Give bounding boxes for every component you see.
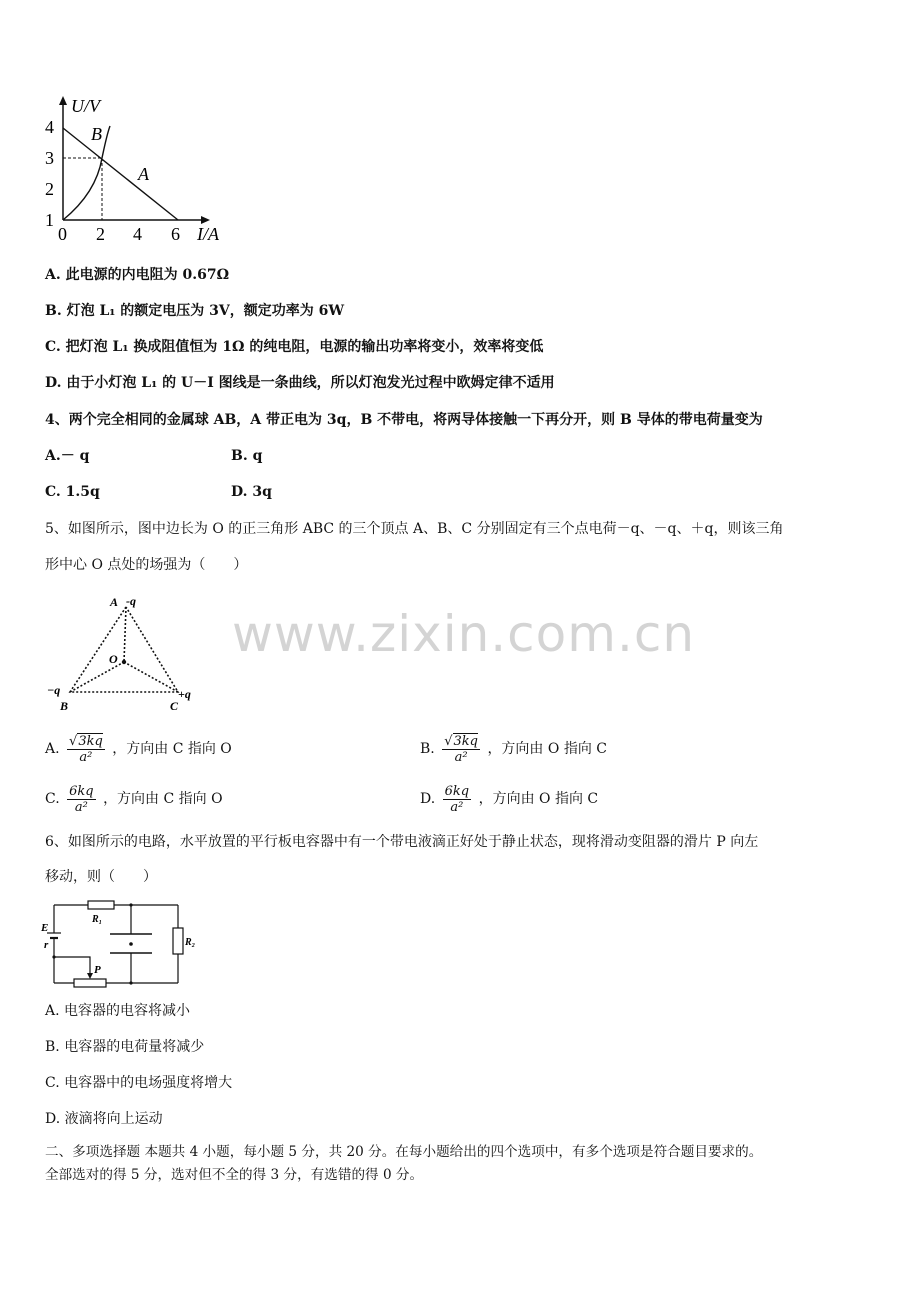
- q6-option-b: B. 电容器的电荷量将减少: [45, 1039, 205, 1055]
- rheostat: [74, 979, 106, 987]
- ui-graph: [40, 92, 240, 252]
- x-tick-2: 2: [96, 224, 105, 244]
- section2-line-2: 全部选对的得 5 分，选对但不全的得 3 分，有选错的得 0 分。: [45, 1167, 424, 1183]
- q5-c-denominator: a²: [74, 799, 88, 815]
- q4-option-b: B. q: [231, 448, 263, 464]
- q5-option-c: [45, 779, 223, 819]
- q3-option-b: B. 灯泡 L₁ 的额定电压为 3V，额定功率为 6W: [45, 303, 345, 319]
- y-label: U/V: [71, 96, 100, 116]
- slider-arrow: [87, 973, 93, 979]
- circuit-figure: [40, 895, 200, 995]
- q5-d-fraction: [443, 784, 471, 815]
- q4-option-c: C. 1.5q: [45, 484, 100, 500]
- q5-option-a: [45, 729, 232, 769]
- q6-option-c: C. 电容器中的电场强度将增大: [45, 1075, 233, 1091]
- median-a: [124, 607, 126, 662]
- center-o: [122, 660, 126, 664]
- q4-option-a: A.－ q: [45, 448, 90, 464]
- q5-b-fraction: $\frac{√3kq}{\text{a²}}$: [444, 733, 478, 765]
- x-axis-arrow: [201, 216, 210, 224]
- curve-b: [63, 126, 110, 220]
- q6-option-d: D. 液滴将向上运动: [45, 1111, 163, 1127]
- q5-option-d: [420, 779, 598, 819]
- line-a: [63, 128, 178, 220]
- q5-b-numerator: 3kq: [453, 733, 478, 749]
- q5-c-text: ，方向由 C 指向 O: [103, 791, 223, 807]
- q3-option-d: D. 由于小灯泡 L₁ 的 U－I 图线是一条曲线，所以灯泡发光过程中欧姆定律不适用: [45, 375, 555, 391]
- q6-option-a: A. 电容器的电容将减小: [45, 1003, 191, 1019]
- q6-stem-1: 6、如图所示的电路，水平放置的平行板电容器中有一个带电液滴正好处于静止状态，现将滑动变阻器的滑片 P 向左: [45, 834, 759, 850]
- resistor-r2: [173, 928, 183, 954]
- charge-c: +q: [178, 687, 191, 701]
- y-tick-4: 4: [45, 117, 54, 137]
- charge-b: −q: [47, 683, 61, 697]
- x-tick-4: 4: [133, 224, 142, 244]
- median-b: [70, 662, 124, 692]
- q5-c-numerator: 6kq: [69, 783, 94, 799]
- y-tick-2: 2: [45, 179, 54, 199]
- q5-d-prefix: D.: [420, 791, 436, 807]
- label-o: O: [109, 652, 118, 666]
- triangle-edges: [70, 607, 178, 692]
- label-r1: R₁: [92, 914, 103, 925]
- vertex-b: B: [60, 699, 69, 713]
- q5-a-prefix: A.: [45, 741, 60, 757]
- y-axis-arrow: [59, 96, 67, 105]
- y-tick-3: 3: [45, 148, 54, 168]
- label-p: P: [94, 964, 101, 976]
- q4-stem: 4、两个完全相同的金属球 AB，A 带正电为 3q，B 不带电，将两导体接触一下再分开，则 B 导体的带电荷量变为: [45, 412, 763, 428]
- q5-stem-2: 形中心 O 点处的场强为（ ）: [45, 557, 248, 573]
- watermark: www.zixin.com.cn: [232, 605, 696, 663]
- q5-option-b: [420, 729, 607, 769]
- curve-b-label: B: [91, 124, 102, 144]
- q5-d-denominator: a²: [450, 799, 464, 815]
- section2-line-1: 二、多项选择题 本题共 4 小题，每小题 5 分，共 20 分。在每小题给出的四个选项中，有多个选项是符合题目要求的。: [45, 1144, 763, 1160]
- q5-a-text: ，方向由 C 指向 O: [112, 741, 232, 757]
- x-label: I/A: [197, 224, 219, 244]
- q5-a-fraction: $\frac{√3kq}{\text{a²}}$: [69, 733, 103, 765]
- q5-c-fraction: [67, 784, 95, 815]
- q5-a-numerator: 3kq: [78, 733, 103, 749]
- label-r: r: [44, 939, 49, 951]
- x-tick-6: 6: [171, 224, 180, 244]
- q6-stem-2: 移动，则（ ）: [45, 869, 157, 885]
- triangle-figure: [44, 590, 214, 718]
- q3-option-a: A. 此电源的内电阻为 0.67Ω: [45, 267, 230, 283]
- q5-stem-1: 5、如图所示，图中边长为 O 的正三角形 ABC 的三个顶点 A、B、C 分别固定有三个点电荷－q、－q、＋q，则该三角: [45, 521, 784, 537]
- q5-a-denominator: a²: [79, 749, 93, 765]
- label-e: E: [41, 922, 49, 934]
- vertex-a: A: [110, 595, 119, 609]
- slider-wire: [54, 957, 90, 975]
- q3-option-c: C. 把灯泡 L₁ 换成阻值恒为 1Ω 的纯电阻，电源的输出功率将变小，效率将变低: [45, 339, 544, 355]
- q5-b-text: ，方向由 O 指向 C: [487, 741, 607, 757]
- median-c: [124, 662, 178, 692]
- q5-d-text: ，方向由 O 指向 C: [478, 791, 599, 807]
- charge-a: -q: [126, 594, 136, 608]
- q5-c-prefix: C.: [45, 791, 60, 807]
- vertex-c: C: [170, 699, 179, 713]
- q5-b-denominator: a²: [454, 749, 468, 765]
- droplet: [129, 942, 133, 946]
- q5-b-prefix: B.: [420, 741, 435, 757]
- y-tick-1: 1: [45, 210, 54, 230]
- line-a-label: A: [138, 164, 149, 184]
- q4-option-d: D. 3q: [231, 484, 272, 500]
- label-r2: R₂: [185, 937, 196, 948]
- resistor-r1: [88, 901, 114, 909]
- x-tick-0: 0: [58, 224, 67, 244]
- q5-d-numerator: 6kq: [444, 783, 470, 799]
